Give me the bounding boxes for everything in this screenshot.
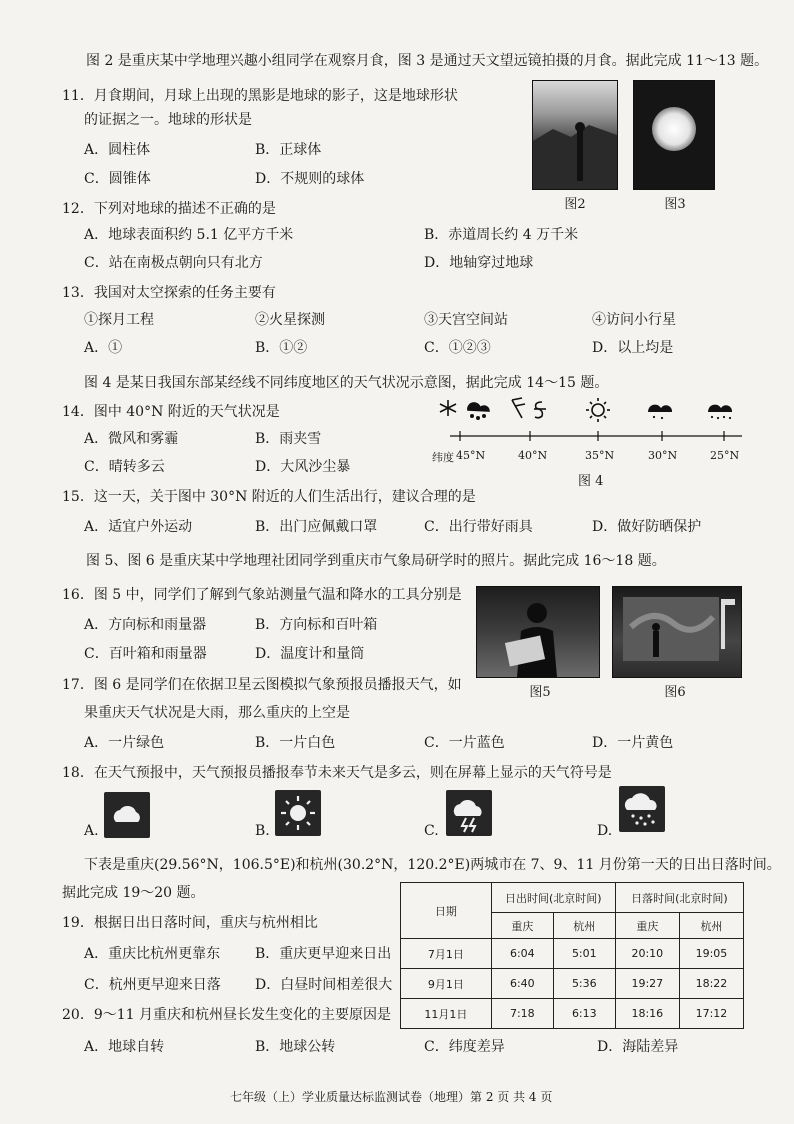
figure-6-photo [612, 586, 742, 678]
table-header-chongqing: 重庆 [615, 913, 679, 939]
table-cell: 19:05 [679, 939, 743, 969]
q11-option-d: D．不规则的球体 [255, 171, 365, 187]
q11-option-b: B．正球体 [255, 142, 322, 158]
table-header-hangzhou: 杭州 [553, 913, 615, 939]
q14-option-c: C．晴转多云 [84, 459, 165, 475]
q17-option-c: C．一片蓝色 [424, 735, 505, 751]
q11-stem: 11．月食期间，月球上出现的黑影是地球的影子，这是地球形状 [62, 88, 458, 104]
q17-option-d: D．一片黄色 [592, 735, 674, 751]
q17-stem-cont: 果重庆天气状况是大雨，那么重庆的上空是 [84, 705, 350, 721]
figure-5-photo [476, 586, 600, 678]
q18-option-c: C. [424, 823, 439, 839]
q16-option-b: B．方向标和百叶箱 [255, 617, 378, 633]
q18-option-d: D. [597, 823, 613, 839]
q13-option-a: A．① [84, 340, 123, 356]
table-header-sunset: 日落时间(北京时间) [615, 883, 743, 913]
table-cell: 5:36 [553, 969, 615, 999]
q14-option-a: A．微风和雾霾 [84, 431, 179, 447]
q13-option-d: D．以上均是 [592, 340, 674, 356]
q16-option-c: C．百叶箱和雨量器 [84, 646, 207, 662]
q13-item-3: ③天宫空间站 [424, 312, 508, 328]
q12-option-d: D．地轴穿过地球 [424, 255, 534, 271]
page-footer: 七年级（上）学业质量达标监测试卷（地理）第 2 页 共 4 页 [230, 1090, 553, 1104]
q20-option-b: B．地球公转 [255, 1039, 336, 1055]
table-cell: 7:18 [491, 999, 553, 1029]
q18-option-a: A. [84, 823, 99, 839]
figure-5-scene [477, 587, 599, 677]
sun-icon [275, 790, 321, 836]
table-cell: 19:27 [615, 969, 679, 999]
q11-option-c: C．圆锥体 [84, 171, 151, 187]
thunderstorm-icon [446, 790, 492, 836]
q16-option-a: A．方向标和雨量器 [84, 617, 207, 633]
figure-6-caption: 图6 [664, 685, 686, 700]
q12-option-c: C．站在南极点朝向只有北方 [84, 255, 263, 271]
table-row [401, 999, 744, 1029]
q13-stem: 13．我国对太空探索的任务主要有 [62, 285, 276, 301]
figure-2-photo [532, 80, 618, 190]
figure-4-tick-label-45: 45°N [456, 449, 486, 462]
table-header-hangzhou: 杭州 [679, 913, 743, 939]
figure-3-photo [633, 80, 715, 190]
snow-sleet-icon [440, 400, 489, 419]
wind-sandstorm-icon [512, 398, 546, 418]
figure-4-caption: 图 4 [578, 474, 604, 489]
table-row [401, 939, 744, 969]
figure-6-scene [613, 587, 741, 677]
figure-2-scene [533, 81, 617, 189]
q12-option-b: B．赤道周长约 4 万千米 [424, 227, 579, 243]
rain-cloud-icon [619, 786, 665, 832]
q18-option-b: B. [255, 823, 270, 839]
q14-stem: 14．图中 40°N 附近的天气状况是 [62, 404, 280, 420]
figure-5-caption: 图5 [529, 685, 551, 700]
table-cell: 18:16 [615, 999, 679, 1029]
q15-option-a: A．适宜户外运动 [84, 519, 193, 535]
cloud-icon [104, 792, 150, 838]
q17-stem: 17．图 6 是同学们在依据卫星云图模拟气象预报员播报天气，如 [62, 677, 462, 693]
q13-option-b: B．①② [255, 340, 308, 356]
table-cell: 5:01 [553, 939, 615, 969]
q11-option-a: A．圆柱体 [84, 142, 151, 158]
table-cell: 6:04 [491, 939, 553, 969]
q19-option-d: D．白昼时间相差很大 [255, 977, 393, 993]
table-header-sunrise: 日出时间(北京时间) [491, 883, 615, 913]
sunrise-sunset-table [400, 882, 744, 1029]
figure-3-caption: 图3 [664, 197, 686, 212]
rain-icon [708, 405, 732, 420]
q19-option-a: A．重庆比杭州更靠东 [84, 946, 221, 962]
q16-stem: 16．图 5 中，同学们了解到气象站测量气温和降水的工具分别是 [62, 587, 462, 603]
q19-option-c: C．杭州更早迎来日落 [84, 977, 221, 993]
figure-4-tick-label-35: 35°N [585, 449, 615, 462]
table-cell-date: 11月1日 [401, 999, 492, 1029]
table-header-date: 日期 [401, 883, 492, 939]
figure-4-axis-title: 纬度 [432, 451, 454, 464]
q15-stem: 15．这一天，关于图中 30°N 附近的人们生活出行，建议合理的是 [62, 489, 476, 505]
q15-option-c: C．出行带好雨具 [424, 519, 533, 535]
table-cell: 6:13 [553, 999, 615, 1029]
table-cell: 6:40 [491, 969, 553, 999]
figure-4-tick-label-40: 40°N [518, 449, 548, 462]
figure-3-moon [634, 81, 714, 189]
intro-11-13: 图 2 是重庆某中学地理兴趣小组同学在观察月食，图 3 是通过天文望远镜拍摄的月食。据此完成 11～13 题。 [86, 53, 769, 69]
q20-option-d: D．海陆差异 [597, 1039, 679, 1055]
intro-19-20: 下表是重庆(29.56°N，106.5°E)和杭州(30.2°N，120.2°E)两城市在 7、9、11 月份第一天的日出日落时间。 [84, 857, 781, 873]
table-row [401, 969, 744, 999]
table-cell: 20:10 [615, 939, 679, 969]
q15-option-d: D．做好防晒保护 [592, 519, 702, 535]
q19-option-b: B．重庆更早迎来日出 [255, 946, 392, 962]
table-cell: 17:12 [679, 999, 743, 1029]
q17-option-b: B．一片白色 [255, 735, 336, 751]
q11-stem-cont: 的证据之一。地球的形状是 [84, 112, 252, 128]
intro-19-20-cont: 据此完成 19～20 题。 [62, 885, 205, 901]
sunny-icon [586, 398, 610, 422]
intro-14-15: 图 4 是某日我国东部某经线不同纬度地区的天气状况示意图，据此完成 14～15 题。 [84, 375, 609, 391]
q15-option-b: B．出门应佩戴口罩 [255, 519, 378, 535]
q18-stem: 18．在天气预报中，天气预报员播报奉节未来天气是多云，则在屏幕上显示的天气符号是 [62, 765, 612, 781]
q20-option-a: A．地球自转 [84, 1039, 165, 1055]
table-cell-date: 7月1日 [401, 939, 492, 969]
q16-option-d: D．温度计和量筒 [255, 646, 365, 662]
table-cell-date: 9月1日 [401, 969, 492, 999]
q19-stem: 19．根据日出日落时间，重庆与杭州相比 [62, 915, 318, 931]
q13-option-c: C．①②③ [424, 340, 491, 356]
q20-option-c: C．纬度差异 [424, 1039, 505, 1055]
q17-option-a: A．一片绿色 [84, 735, 165, 751]
q14-option-d: D．大风沙尘暴 [255, 459, 351, 475]
table-header-chongqing: 重庆 [491, 913, 553, 939]
light-rain-icon [648, 405, 672, 420]
q20-stem: 20．9～11 月重庆和杭州昼长发生变化的主要原因是 [62, 1007, 391, 1023]
q12-stem: 12．下列对地球的描述不正确的是 [62, 201, 276, 217]
q14-option-b: B．雨夹雪 [255, 431, 322, 447]
q13-item-2: ②火星探测 [255, 312, 325, 328]
q13-item-1: ①探月工程 [84, 312, 154, 328]
intro-16-18: 图 5、图 6 是重庆某中学地理社团同学到重庆市气象局研学时的照片。据此完成 16～18 题。 [86, 553, 666, 569]
figure-2-caption: 图2 [564, 197, 586, 212]
table-cell: 18:22 [679, 969, 743, 999]
q13-item-4: ④访问小行星 [592, 312, 676, 328]
q12-option-a: A．地球表面积约 5.1 亿平方千米 [84, 227, 294, 243]
figure-4-tick-label-30: 30°N [648, 449, 678, 462]
figure-4-tick-label-25: 25°N [710, 449, 740, 462]
